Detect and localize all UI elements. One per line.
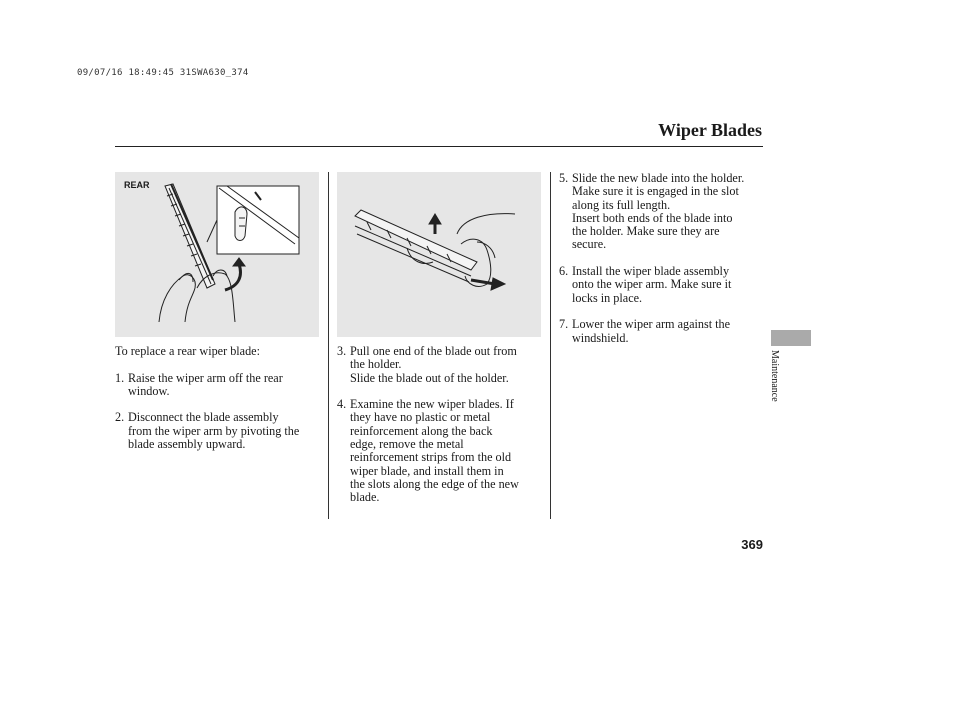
column-1 <box>115 345 325 465</box>
step-3: 3. Pull one end of the blade out from the holder. Slide the blade out of the holder. <box>337 344 517 385</box>
column-2 <box>337 345 549 518</box>
section-tab <box>771 330 811 346</box>
step-7: 7. Lower the wiper arm against the windshield. <box>559 317 731 345</box>
blade-holder-illustration <box>337 172 541 337</box>
step-number: 6. <box>559 264 569 279</box>
step-number: 1. <box>115 370 125 385</box>
blade-holder-drawing <box>337 172 541 337</box>
step-1: 1. Raise the wiper arm off the rear window. <box>115 370 283 398</box>
column-divider-2 <box>550 172 551 519</box>
step-number: 7. <box>559 317 569 332</box>
page-title: Wiper Blades <box>658 120 762 140</box>
step-number: 3. <box>337 344 347 358</box>
rear-wiper-illustration <box>115 172 319 337</box>
title-divider <box>115 146 763 147</box>
page-number: 369 <box>741 537 763 552</box>
step-number: 5. <box>559 171 569 185</box>
column-divider-1 <box>328 172 329 519</box>
step-number: 4. <box>337 397 347 412</box>
section-label <box>768 350 782 420</box>
step-number: 2. <box>115 410 125 425</box>
step-2: 2. Disconnect the blade assembly from the wiper arm by pivoting the blade assembly upward. <box>115 410 300 452</box>
intro-text: To replace a rear wiper blade: <box>115 344 260 358</box>
section-label-text: Maintenance <box>769 350 780 402</box>
rear-wiper-drawing <box>115 172 319 337</box>
print-timestamp: 09/07/16 18:49:45 31SWA630_374 <box>77 68 249 78</box>
step-4: 4. Examine the new wiper blades. If they have no plastic or metal reinforcement along the back edge, remove the metal reinforcement strips from the old wiper blade, and install them in the slots along the edge of the new blade. <box>337 397 519 505</box>
rear-label: REAR <box>124 180 150 190</box>
step-5: 5. Slide the new blade into the holder. Make sure it is engaged in the slot along its full length. Insert both ends of the blade into the holder. Make sure they are secure. <box>559 171 745 252</box>
column-3 <box>559 172 769 358</box>
step-6: 6. Install the wiper blade assembly onto the wiper arm. Make sure it locks in place. <box>559 264 732 305</box>
